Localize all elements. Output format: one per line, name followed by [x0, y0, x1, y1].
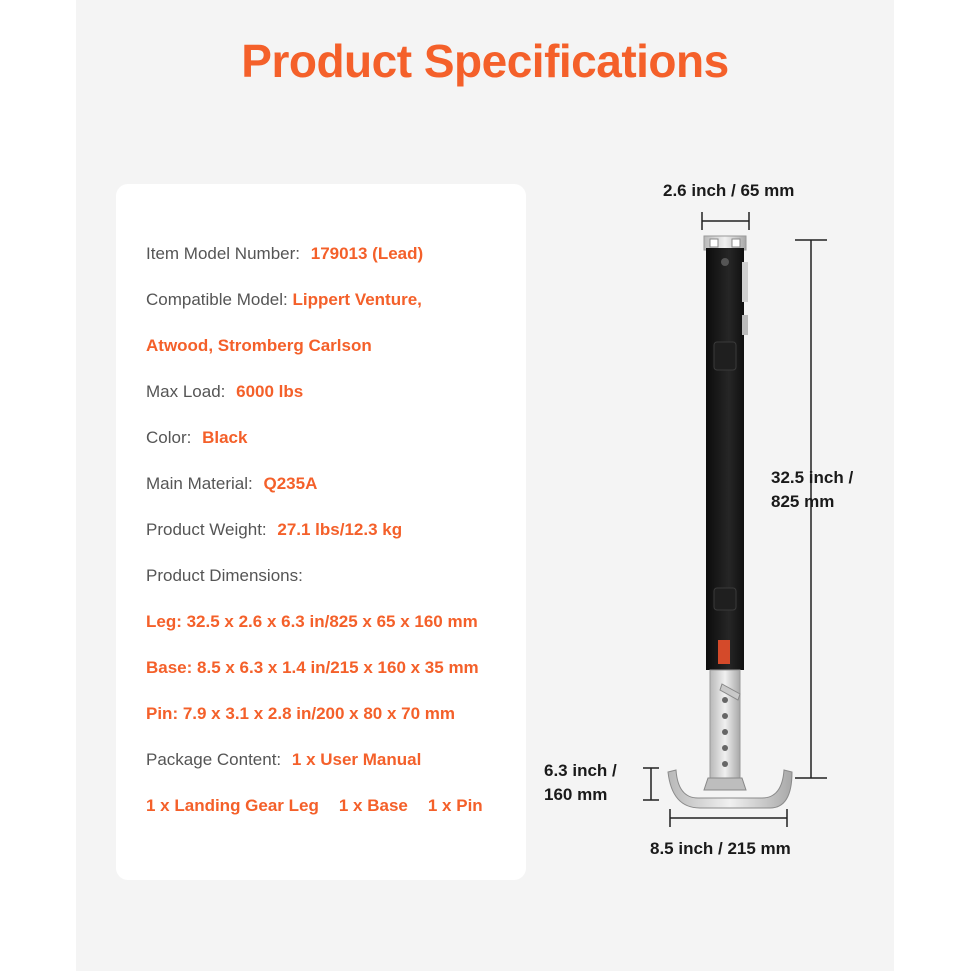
base-height-dimension	[643, 768, 659, 800]
spec-compatible-value-2: Atwood, Stromberg Carlson	[146, 336, 372, 355]
leg-top-plate	[704, 236, 746, 250]
spec-package-item-3: 1 x Base	[338, 796, 408, 815]
spec-color-label: Color:	[146, 428, 192, 447]
spec-max-load-label: Max Load:	[146, 382, 226, 401]
spec-color-value: Black	[202, 428, 248, 447]
spec-weight-label: Product Weight:	[146, 520, 267, 539]
height-label-line-1: 32.5 inch /	[771, 468, 854, 487]
base-height-label-line-1: 6.3 inch /	[544, 761, 617, 780]
spec-pin-value: Pin: 7.9 x 3.1 x 2.8 in/200 x 80 x 70 mm	[146, 704, 456, 723]
spec-dimensions-label: Product Dimensions:	[146, 566, 303, 585]
spec-package-label: Package Content:	[146, 750, 282, 769]
spec-material-value: Q235A	[263, 474, 318, 493]
leg-black-tube	[706, 248, 748, 670]
spec-model-label: Item Model Number:	[146, 244, 300, 263]
spec-package-item-4: 1 x Pin	[427, 796, 483, 815]
leg-steel-tube	[710, 670, 740, 780]
spec-package-item-1: 1 x User Manual	[291, 750, 422, 769]
spec-package-item-2: 1 x Landing Gear Leg	[146, 796, 319, 815]
spec-base-value: Base: 8.5 x 6.3 x 1.4 in/215 x 160 x 35 mm	[146, 658, 479, 677]
base-width-label: 8.5 inch / 215 mm	[650, 839, 791, 858]
height-label-line-2: 825 mm	[771, 492, 835, 511]
top-width-dimension	[702, 212, 749, 230]
spec-model-value: 179013 (Lead)	[310, 244, 424, 263]
spec-material-label: Main Material:	[146, 474, 253, 493]
spec-max-load-value: 6000 lbs	[236, 382, 304, 401]
spec-leg-value: Leg: 32.5 x 2.6 x 6.3 in/825 x 65 x 160 mm	[146, 612, 478, 631]
base-width-dimension	[670, 809, 787, 827]
spec-compatible-value-1: Lippert Venture,	[292, 290, 422, 309]
spec-weight-value: 27.1 lbs/12.3 kg	[277, 520, 403, 539]
spec-compatible-label: Compatible Model:	[146, 290, 288, 309]
top-width-label: 2.6 inch / 65 mm	[663, 181, 795, 200]
base-height-label-line-2: 160 mm	[544, 785, 608, 804]
page-title: Product Specifications	[241, 35, 729, 87]
